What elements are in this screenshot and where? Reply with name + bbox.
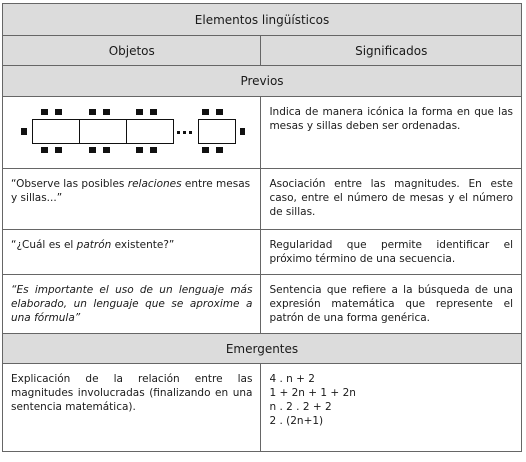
meaning-cell: Asociación entre las magnitudes. En este caso, entre el número de mesas y el número de sillas. (261, 169, 522, 230)
table-row (3, 230, 522, 275)
section-emergent: Emergentes (3, 334, 522, 364)
column-header-meanings: Significados (261, 36, 522, 66)
formula: 2 . (2n+1) (269, 415, 324, 427)
table-row (3, 364, 522, 452)
formulas-cell (261, 364, 522, 452)
table-row (3, 275, 522, 334)
object-cell: “Es importante el uso de un lenguaje más elaborado, un lenguaje que se aproxime a una fórmula” (3, 275, 261, 334)
table-row (3, 169, 522, 230)
object-cell: Explicación de la relación entre las magnitudes involucradas (finalizando en una sentencia matemática). (3, 364, 261, 452)
tables-chairs-diagram (13, 105, 245, 157)
meaning-cell: Sentencia que refiere a la búsqueda de una expresión matemática que represente el patrón de una forma genérica. (261, 275, 522, 334)
formula: 4 . n + 2 (269, 373, 315, 385)
object-cell (3, 97, 261, 169)
object-cell: “¿Cuál es el patrón existente?” (3, 230, 261, 275)
formula: n . 2 . 2 + 2 (269, 401, 332, 413)
table-title: Elementos lingüísticos (3, 4, 522, 36)
object-cell: “Observe las posibles relaciones entre mesas y sillas...” (3, 169, 261, 230)
formula: 1 + 2n + 1 + 2n (269, 387, 356, 399)
meaning-cell: Regularidad que permite identificar el próximo término de una secuencia. (261, 230, 522, 275)
linguistic-elements-table (2, 3, 522, 452)
meaning-cell: Indica de manera icónica la forma en que las mesas y sillas deben ser ordenadas. (261, 97, 522, 169)
section-previous: Previos (3, 66, 522, 97)
table-row (3, 97, 522, 169)
column-header-objects: Objetos (3, 36, 261, 66)
